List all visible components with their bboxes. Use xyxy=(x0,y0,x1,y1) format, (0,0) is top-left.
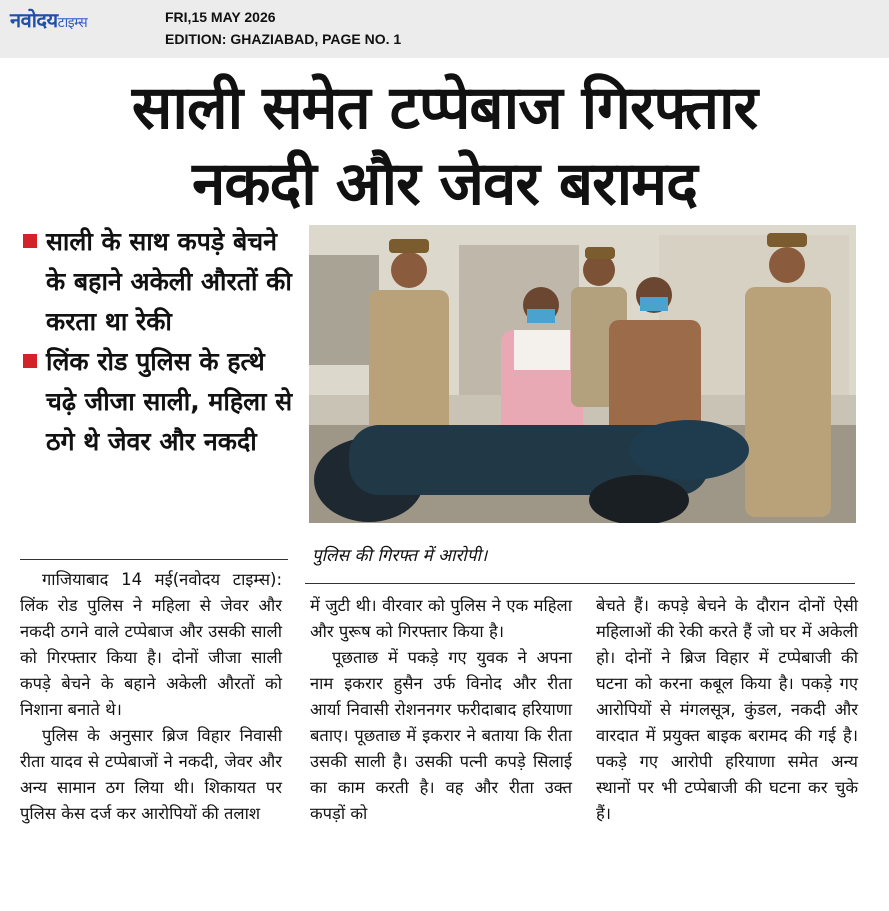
edition-meta xyxy=(165,6,401,50)
news-photo xyxy=(309,225,856,523)
photo-caption: पुलिस की गिरफ्त में आरोपी। xyxy=(312,546,488,566)
headline-line2: नकदी और जेवर बरामद xyxy=(192,149,697,219)
photo-illustration xyxy=(309,225,856,523)
headline xyxy=(0,70,889,222)
highlight-text: साली के साथ कपड़े बेचने के बहाने अकेली औरतों की करता था रेकी xyxy=(46,227,292,336)
highlight-text: लिंक रोड पुलिस के हत्थे चढ़े जीजा साली, महिला से ठगे थे जेवर और नकदी xyxy=(46,347,293,456)
article-paragraph: गाजियाबाद 14 मई(नवोदय टाइम्स): लिंक रोड पुलिस ने महिला से जेवर और नकदी ठगने वाले टप्पेबाज और उसकी साली को गिरफ्तार किया है। दोनों जीजा साली कपड़े बेचने के बहाने अकेली औरतों को निशाना बनाते थे। xyxy=(20,570,282,719)
article-column-2 xyxy=(310,593,572,827)
bullet-square-icon xyxy=(23,354,37,368)
article-paragraph: में जुटी थी। वीरवार को पुलिस ने एक महिला और पुरूष को गिरफ्तार किया है। xyxy=(310,596,572,641)
logo-sub: टाइम्स xyxy=(57,15,88,31)
logo-main: नवोदय xyxy=(10,8,58,32)
bullet-square-icon xyxy=(23,234,37,248)
highlights xyxy=(20,222,295,462)
article-column-1 xyxy=(20,567,282,827)
article-paragraph: पुलिस के अनुसार ब्रिज विहार निवासी रीता यादव से टप्पेबाजों ने नकदी, जेवर और अन्य सामान ठग लिया थी। शिकायत पर पुलिस केस दर्ज कर आरोपियों की तलाश xyxy=(20,726,282,823)
divider xyxy=(20,559,288,560)
article-column-3 xyxy=(596,593,858,827)
newspaper-logo xyxy=(10,6,87,33)
highlight-item xyxy=(20,222,295,342)
headline-line1: साली समेत टप्पेबाज गिरफ्तार xyxy=(131,73,758,143)
article-paragraph: पूछताछ में पकड़े गए युवक ने अपना नाम इकरार हुसैन उर्फ विनोद और रीता आर्या निवासी रोशननगर फरीदाबाद हरियाणा बताए। पूछताछ में इकरार ने बताया कि रीता उसकी साली है। उसकी पत्नी कपड़े सिलाई का काम करती है। वह और रीता उक्त कपड़ों को xyxy=(310,648,572,823)
edition-info: EDITION: GHAZIABAD, PAGE NO. 1 xyxy=(165,31,402,47)
top-bar xyxy=(0,0,889,58)
divider xyxy=(305,583,855,584)
issue-date: FRI,15 MAY 2026 xyxy=(165,9,276,25)
highlight-item xyxy=(20,342,295,462)
article-paragraph: बेचते हैं। कपड़े बेचने के दौरान दोनों ऐसी महिलाओं की रेकी करते हैं जो घर में अकेली हो। दोनों ने ब्रिज विहार में टप्पेबाजी की घटना को करना कबूल किया है। पकड़े गए आरोपियों से मंगलसूत्र, कुंडल, नकदी और वारदात में प्रयुक्त बाइक बरामद की गई है। पकड़े गए आरोपी हरियाणा समेत अन्य स्थानों पर भी टप्पेबाजी की घटना कर चुके हैं। xyxy=(596,596,858,823)
